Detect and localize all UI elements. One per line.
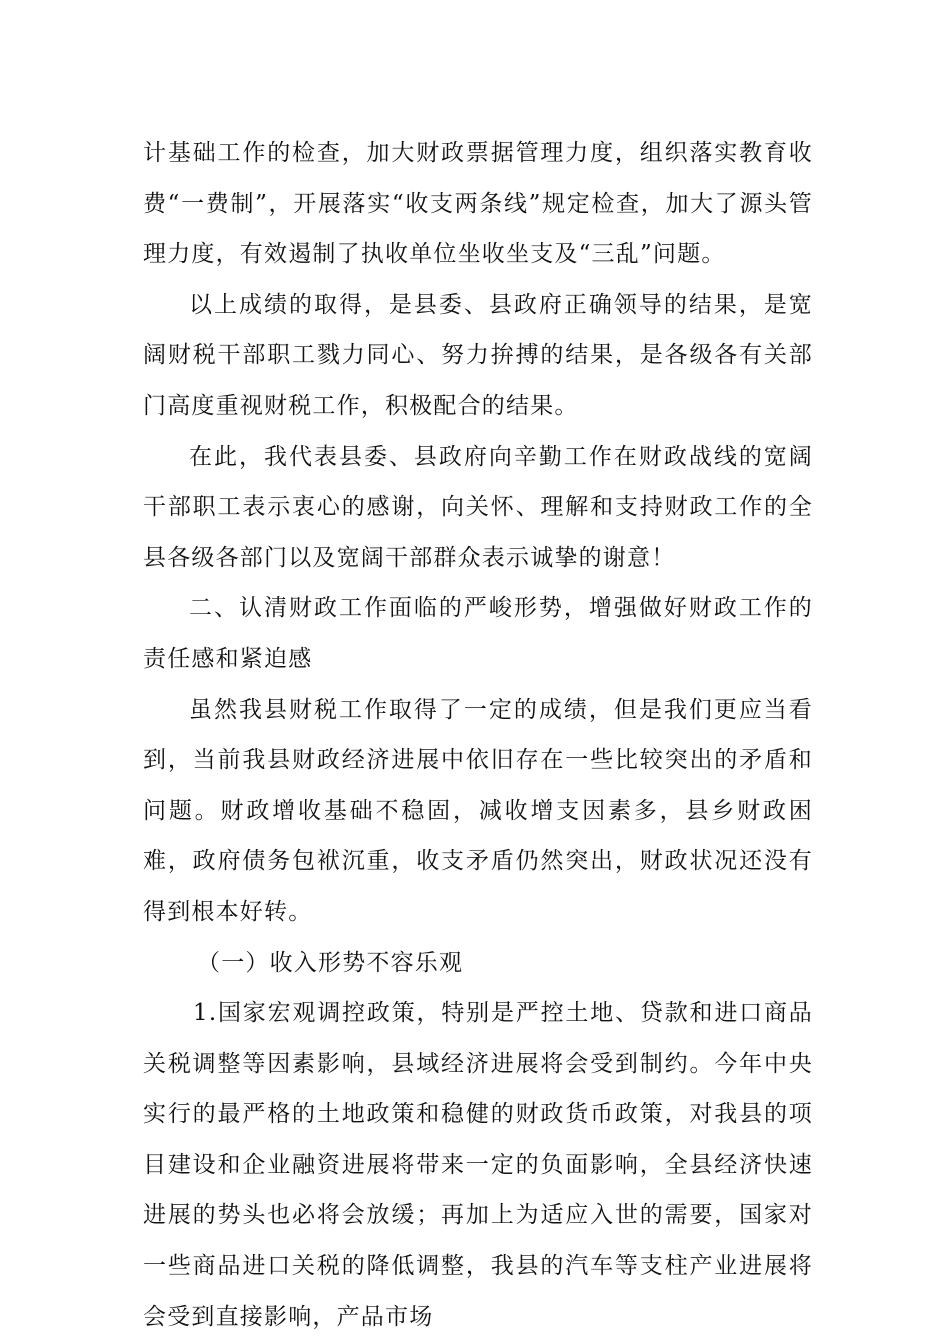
document-body [143, 128, 813, 1342]
section-heading-two: 二、认清财政工作面临的严峻形势，增强做好财政工作的责任感和紧迫感 [143, 595, 813, 672]
paragraph-item-one: 1.国家宏观调控政策，特别是严控土地、贷款和进口商品关税调整等因素影响，县域经济进展将会受到制约。今年中央实行的最严格的土地政策和稳健的财政货币政策，对我县的项目建设和企业融资进展将带来一定的负面影响，全县经济快速进展的势头也必将会放缓；再加上为适应入世的需要，国家对一些商品进口关税的降低调整，我县的汽车等支柱产业进展将会受到直接影响，产品市场 [143, 1000, 813, 1330]
paragraph-inspection-continuation: 计基础工作的检查，加大财政票据管理力度，组织落实教育收费“一费制”，开展落实“收支两条线”规定检查，加大了源头管理力度，有效遏制了执收单位坐收坐支及“三乱”问题。 [143, 140, 813, 268]
paragraph-problems: 虽然我县财税工作取得了一定的成绩，但是我们更应当看到，当前我县财政经济进展中依旧存在一些比较突出的矛盾和问题。财政增收基础不稳固，减收增支因素多，县乡财政困难，政府债务包袱沉重，收支矛盾仍然突出，财政状况还没有得到根本好转。 [143, 696, 813, 925]
paragraph-thanks: 在此，我代表县委、县政府向辛勤工作在财政战线的宽阔干部职工表示衷心的感谢，向关怀、理解和支持财政工作的全县各级各部门以及宽阔干部群众表示诚挚的谢意！ [143, 443, 813, 571]
paragraph-achievements: 以上成绩的取得，是县委、县政府正确领导的结果，是宽阔财税干部职工戮力同心、努力拚搏的结果，是各级各有关部门高度重视财税工作，积极配合的结果。 [143, 291, 813, 419]
subheading-revenue-situation: （一）收入形势不容乐观 [197, 949, 464, 976]
